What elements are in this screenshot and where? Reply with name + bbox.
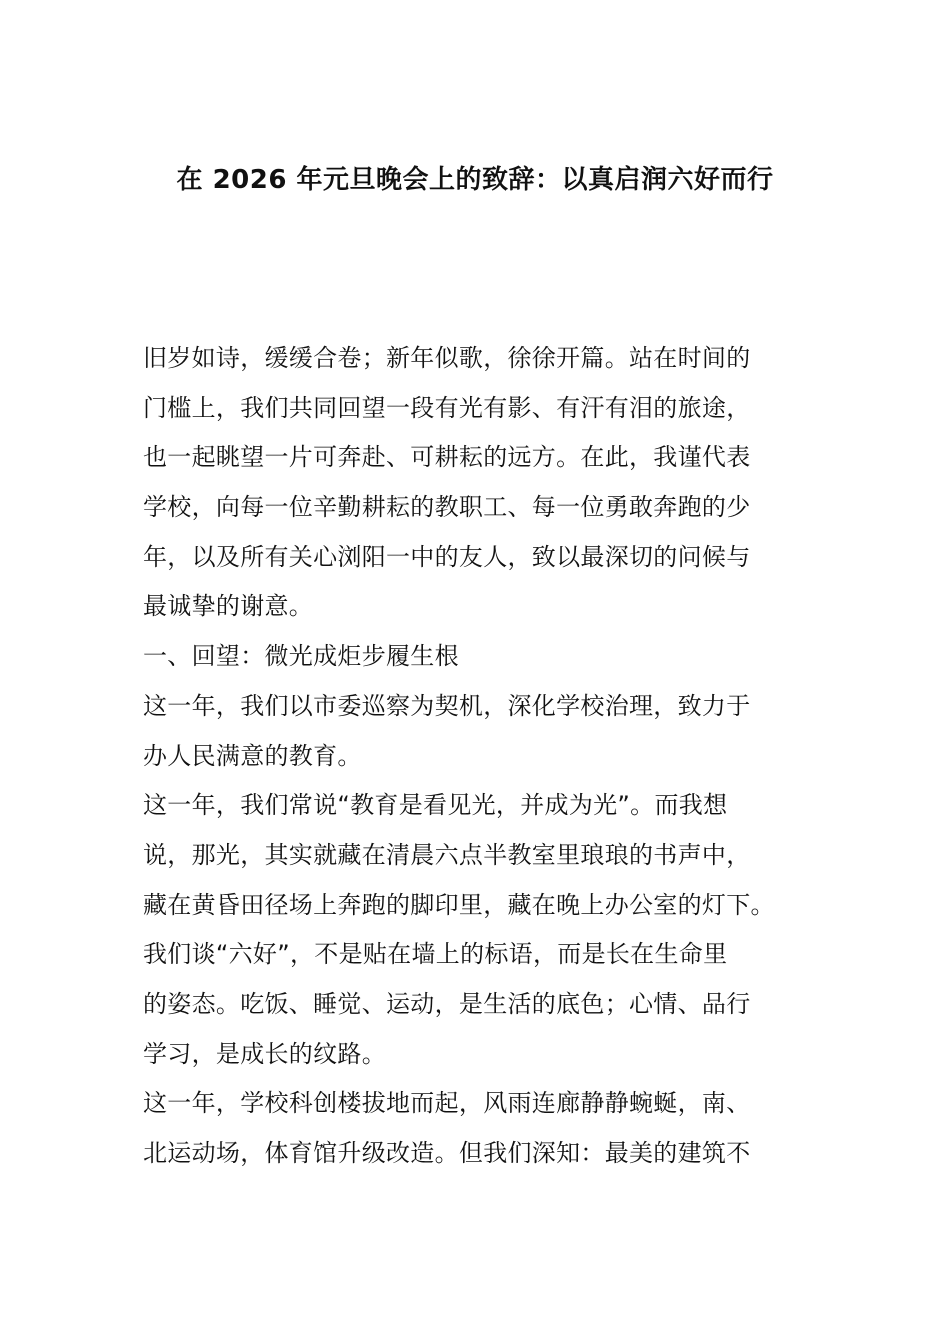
body-line: 也一起眺望一片可奔赴、可耕耘的远方。在此，我谨代表: [143, 443, 751, 472]
section-heading: 一、回望：微光成炬步履生根: [143, 642, 459, 671]
body-line: 学校，向每一位辛勤耕耘的教职工、每一位勇敢奔跑的少: [143, 493, 751, 522]
body-line: 这一年，我们常说“教育是看见光，并成为光”。而我想: [143, 791, 728, 820]
body-line: 这一年，我们以市委巡察为契机，深化学校治理，致力于: [143, 691, 751, 720]
body-line: 最诚挚的谢意。: [143, 592, 314, 621]
document-title: 在 2026 年元旦晚会上的致辞：以真启润六好而行: [176, 165, 774, 195]
body-line: 的姿态。吃饭、睡觉、运动，是生活的底色；心情、品行: [143, 989, 751, 1018]
body-line: 门槛上，我们共同回望一段有光有影、有汗有泪的旅途，: [143, 393, 751, 422]
body-line: 年，以及所有关心浏阳一中的友人，致以最深切的问候与: [143, 542, 751, 571]
body-line: 北运动场，体育馆升级改造。但我们深知：最美的建筑不: [143, 1139, 751, 1167]
body-line: 学习，是成长的纹路。: [143, 1039, 386, 1068]
body-line: 藏在黄昏田径场上奔跑的脚印里，藏在晚上办公室的灯下。: [143, 890, 775, 919]
body-line: 旧岁如诗，缓缓合卷；新年似歌，徐徐开篇。站在时间的: [143, 344, 751, 372]
body-line: 这一年，学校科创楼拔地而起，风雨连廊静静蜿蜒，南、: [143, 1089, 751, 1118]
body-line: 我们谈“六好”，不是贴在墙上的标语，而是长在生命里: [143, 940, 728, 969]
body-line: 说，那光，其实就藏在清晨六点半教室里琅琅的书声中，: [143, 840, 751, 869]
document-body: [143, 334, 823, 1179]
body-line: 办人民满意的教育。: [143, 741, 362, 770]
